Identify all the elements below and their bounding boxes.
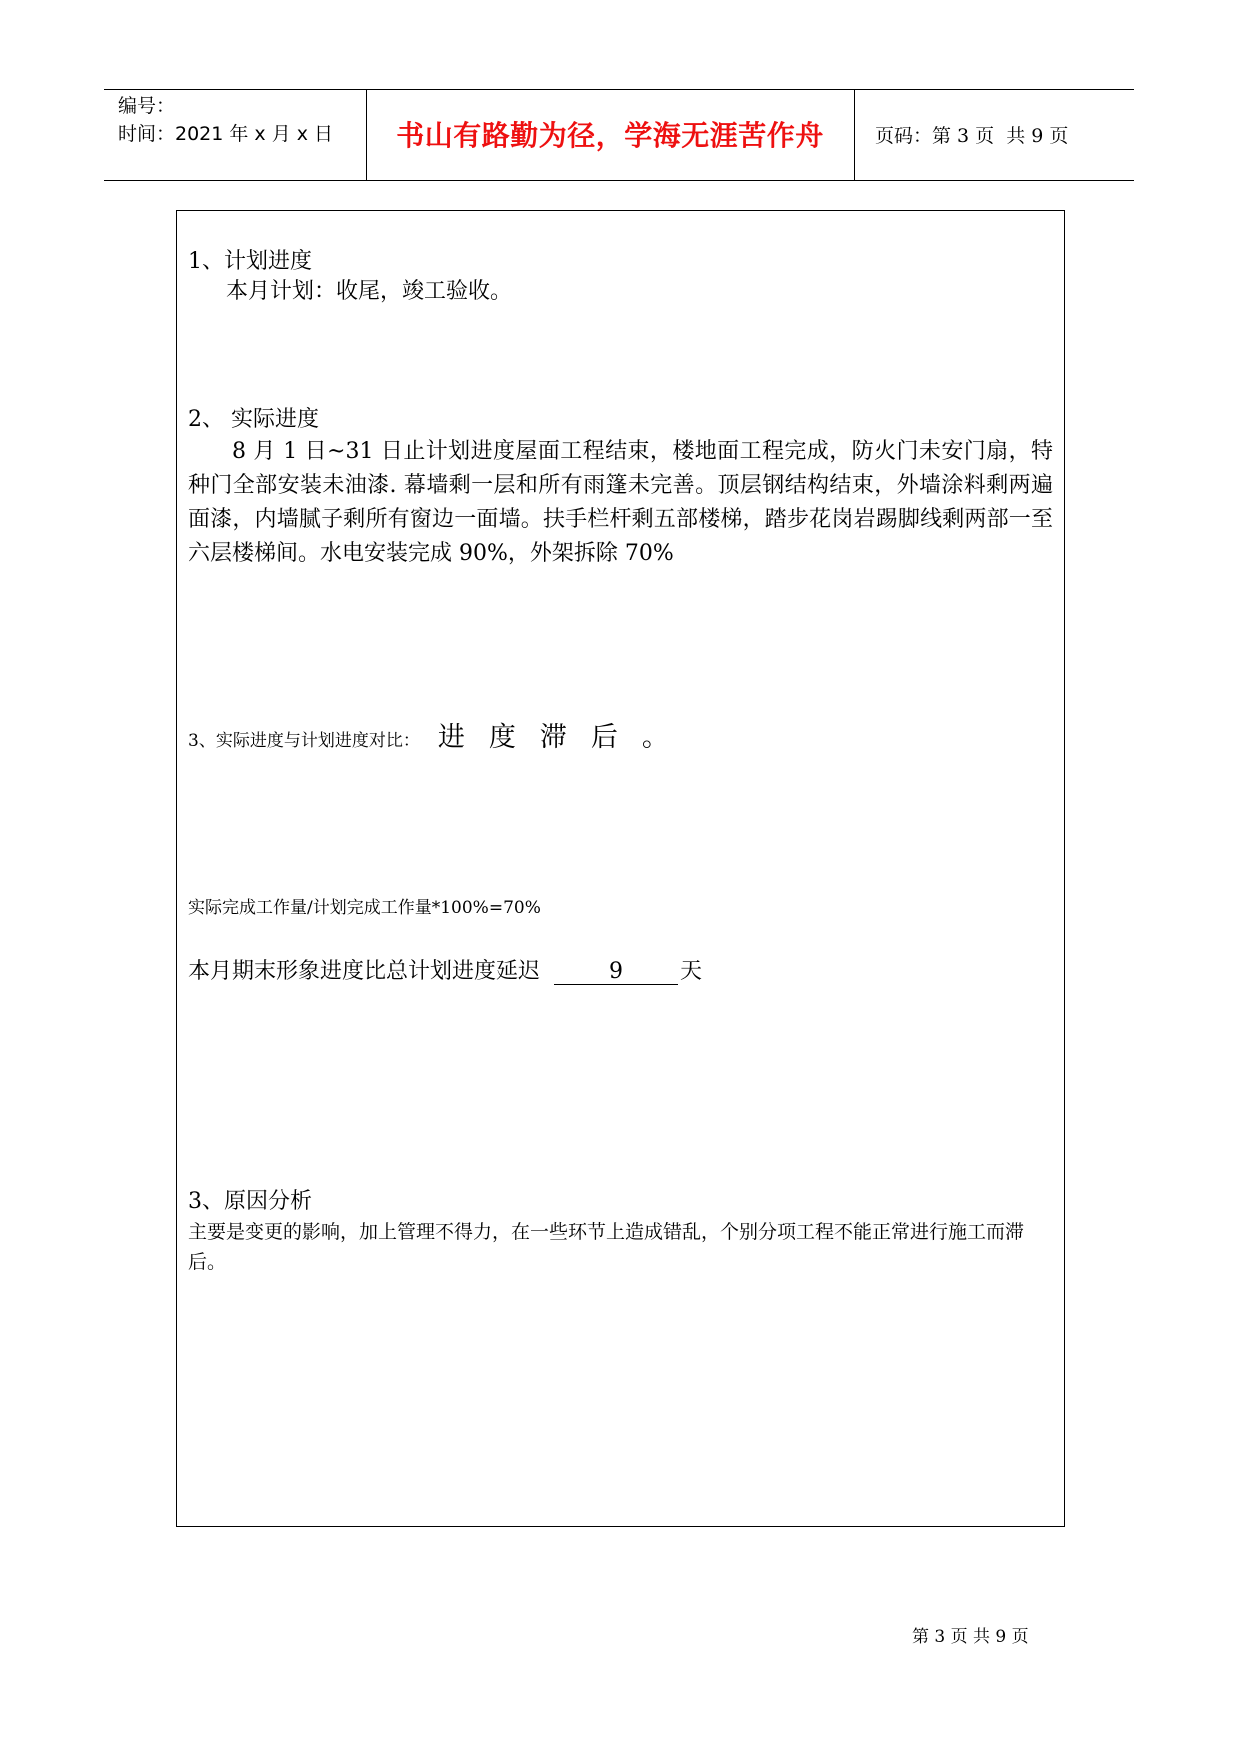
section-reason-title: 3、原因分析: [188, 1189, 312, 1214]
section-plan-body: 本月计划：收尾，竣工验收。: [226, 279, 513, 304]
section-plan: [188, 247, 1053, 307]
header-page-label: 页码：第 3 页 共 9 页: [875, 125, 1069, 147]
section-plan-title: 1、计划进度: [188, 249, 312, 274]
delay-unit: 天: [680, 959, 703, 984]
progress-report-box: [176, 210, 1065, 1527]
section-actual-title: 2、 实际进度: [188, 407, 319, 432]
section-actual-body: 8 月 1 日~31 日止计划进度屋面工程结束，楼地面工程完成，防火门未安门扇，特种门全部安装未油漆. 幕墙剩一层和所有雨篷未完善。顶层钢结构结束，外墙涂料剩两遍面漆，内墙腻子剩所有窗边一面墙。扶手栏杆剩五部楼梯，踏步花岗岩踢脚线剩两部一至六层楼梯间。水电安装完成 90%，外架拆除 70%: [188, 439, 1053, 566]
section-reason: [188, 1187, 1053, 1277]
header-divider-right: [854, 90, 855, 180]
section-compare: [188, 715, 1053, 756]
page-footer: 第 3 页 共 9 页: [912, 1627, 1029, 1647]
header-motto: 书山有路勤为径，学海无涯苦作舟: [396, 119, 824, 152]
section-compare-result: 进度滞后。: [437, 722, 693, 753]
formula-text: 实际完成工作量/计划完成工作量*100%=70%: [188, 898, 541, 918]
document-header: [104, 89, 1134, 181]
delay-value: 9: [554, 960, 678, 985]
header-meta: [118, 92, 333, 148]
section-reason-body: 主要是变更的影响，加上管理不得力，在一些环节上造成错乱，个别分项工程不能正常进行施工而滞后。: [188, 1221, 1025, 1273]
number-label: 编号：: [118, 95, 176, 117]
time-label: 时间：2021 年 x 月 x 日: [118, 123, 334, 145]
delay-prefix: 本月期末形象进度比总计划进度延迟: [188, 959, 541, 984]
formula-line: [188, 895, 1053, 921]
section-actual: [188, 405, 1053, 571]
delay-line: [188, 957, 1053, 987]
section-compare-title: 3、实际进度与计划进度对比：: [188, 731, 420, 751]
